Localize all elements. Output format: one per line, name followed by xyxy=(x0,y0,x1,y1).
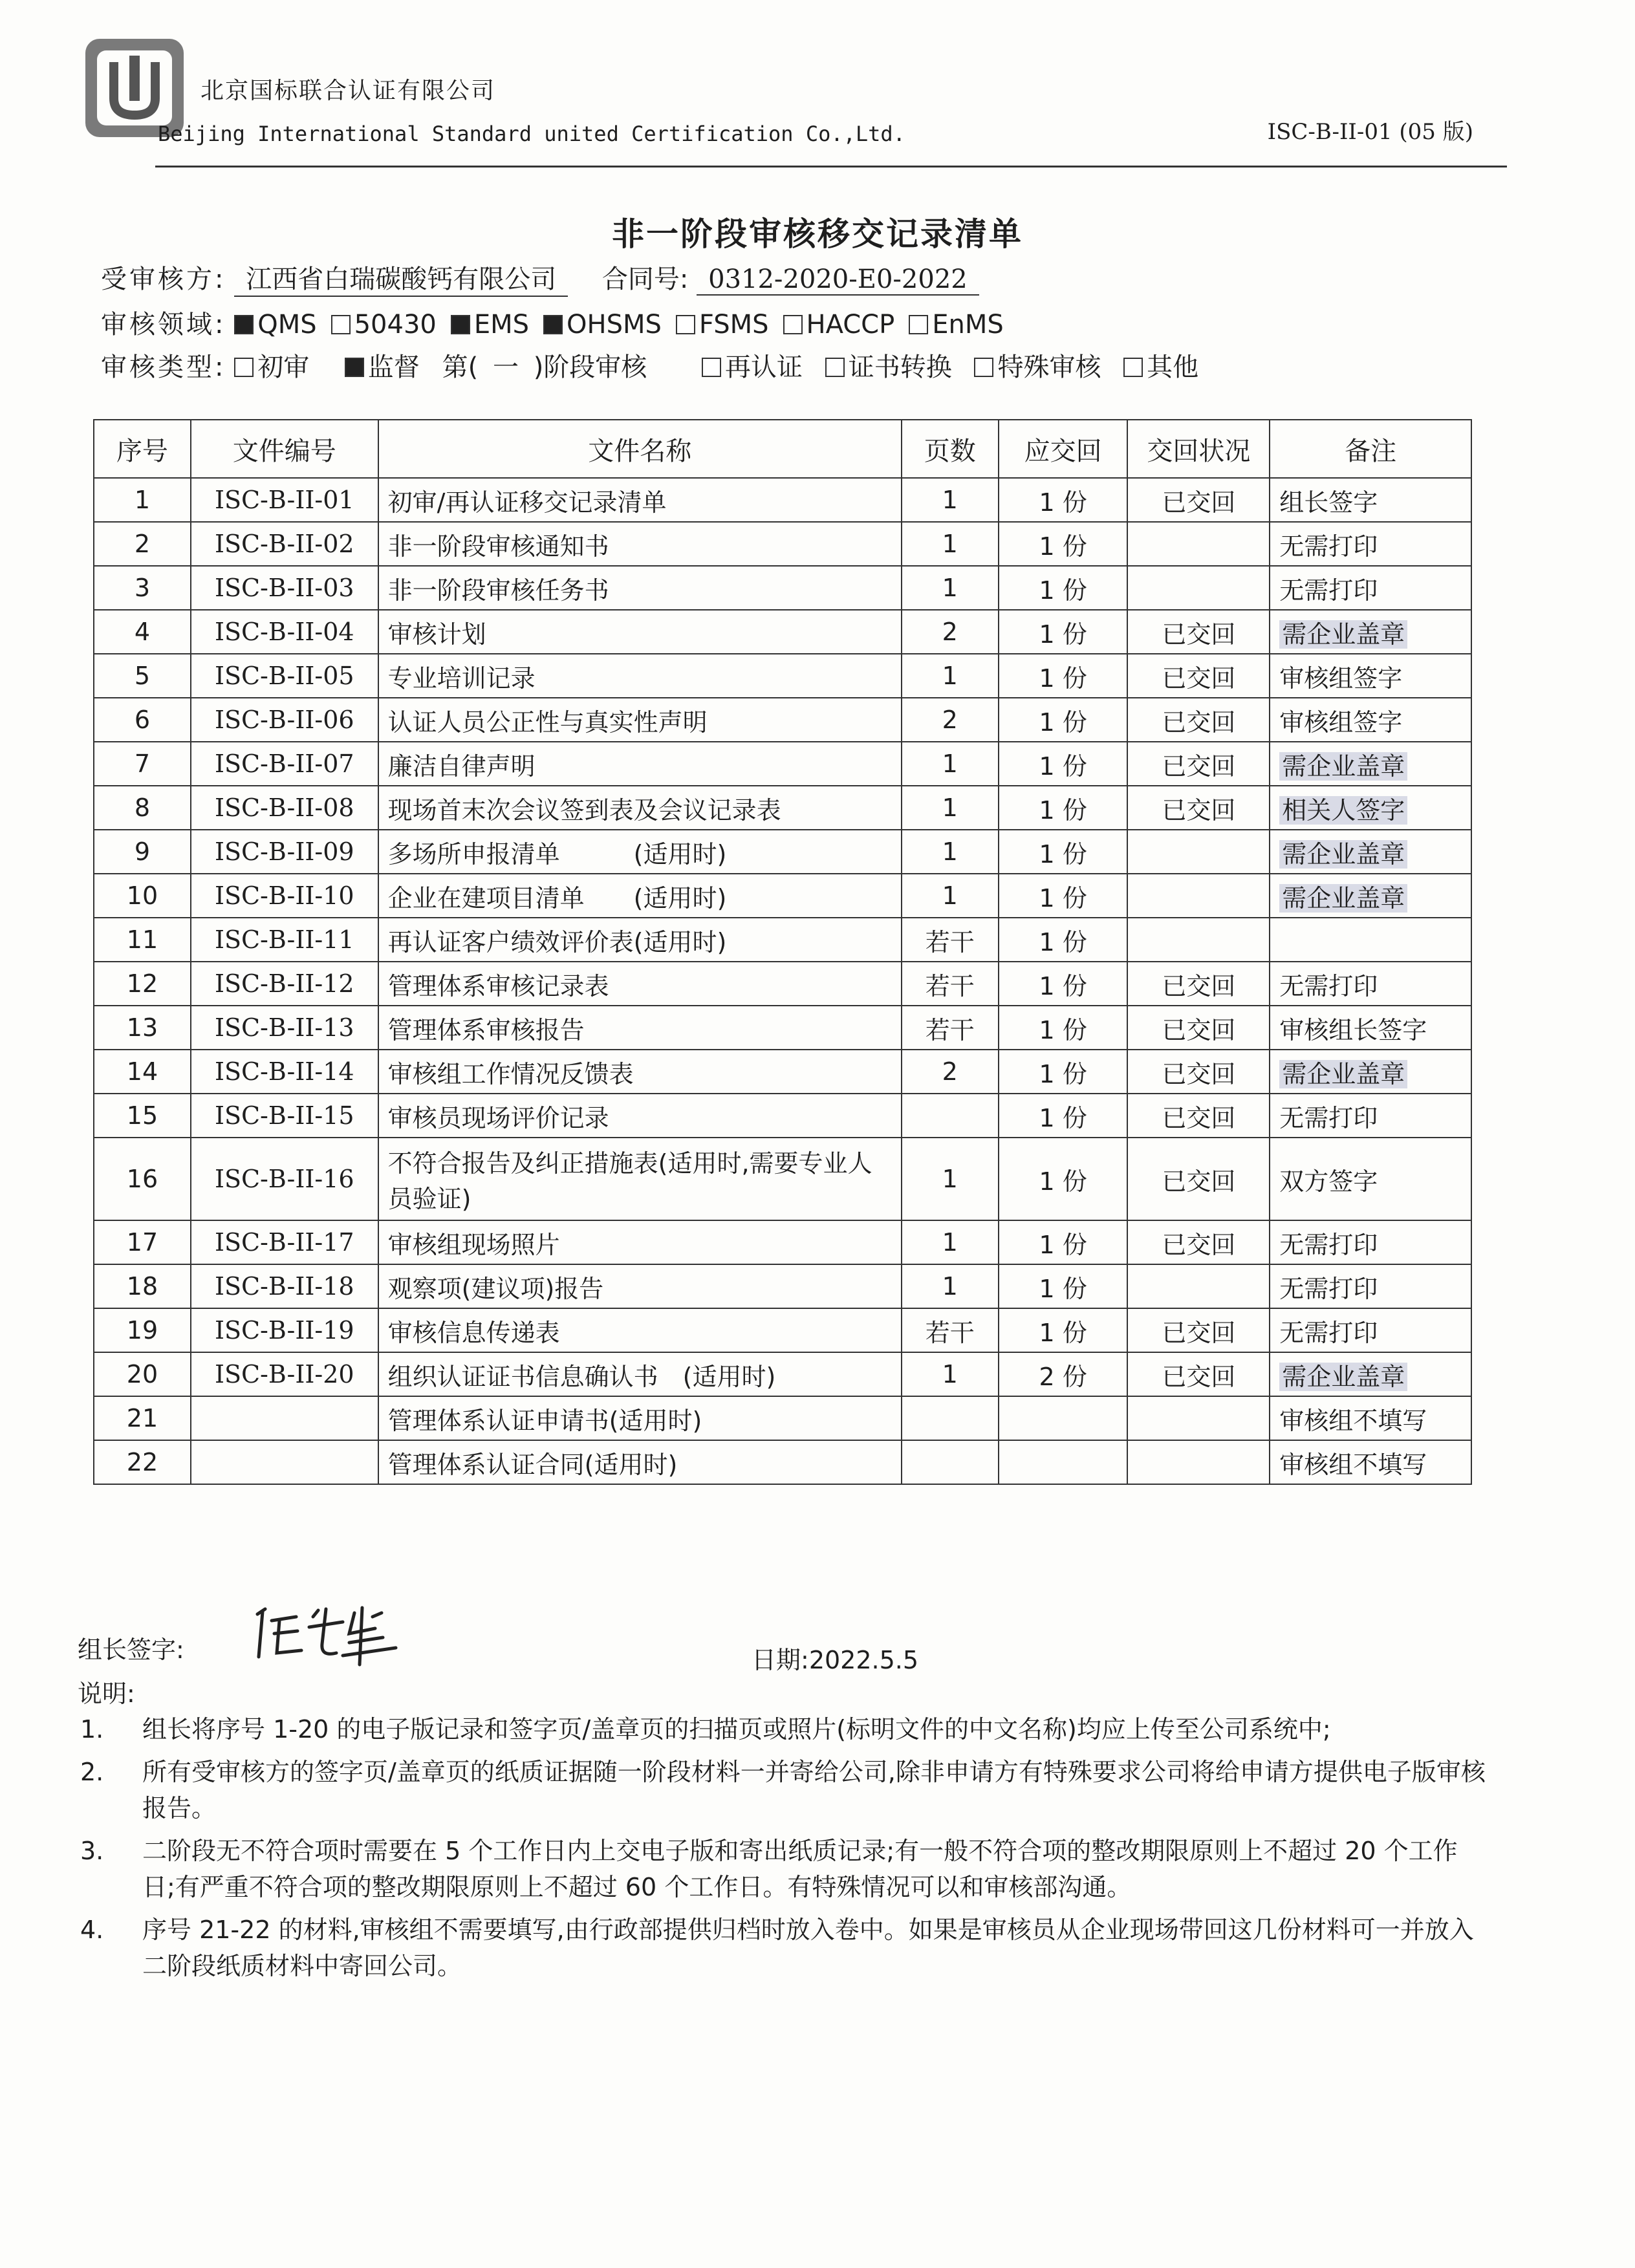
row-status: 已交回 xyxy=(1127,1006,1270,1050)
header-no: 序号 xyxy=(94,420,191,478)
note-text: 二阶段无不符合项时需要在 5 个工作日内上交电子版和寄出纸质记录;有一般不符合项的整改期限原则上不超过 20 个工作日;有严重不符合项的整改期限原则上不超过 60 个工作日。有特殊情况可以和审核部沟通。 xyxy=(142,1837,1458,1901)
checkbox-icon xyxy=(974,358,993,377)
leader-signature-label: 组长签字: xyxy=(78,1636,184,1664)
auditee-line xyxy=(101,259,979,297)
row-status: 已交回 xyxy=(1127,1094,1270,1138)
row-file-name: 初审/再认证移交记录清单 xyxy=(378,478,902,522)
row-file-name: 审核计划 xyxy=(378,610,902,654)
row-due: 1 份 xyxy=(999,654,1128,698)
row-number: 9 xyxy=(94,830,191,874)
type-other-option xyxy=(1123,352,1198,382)
note-text: 所有受审核方的签字页/盖章页的纸质证据随一阶段材料一并寄给公司,除非申请方有特殊要求公司将给申请方提供电子版审核报告。 xyxy=(142,1758,1486,1822)
row-number: 19 xyxy=(94,1308,191,1352)
row-status: 已交回 xyxy=(1127,478,1270,522)
row-file-code: ISC-B-II-05 xyxy=(191,654,378,698)
audit-type-line xyxy=(101,347,1213,383)
row-number: 13 xyxy=(94,1006,191,1050)
type-recert-option xyxy=(702,352,803,382)
row-due: 1 份 xyxy=(999,1264,1128,1308)
row-file-name: 再认证客户绩效评价表(适用时) xyxy=(378,918,902,962)
row-remark: 需企业盖章 xyxy=(1279,1060,1407,1088)
row-pages: 1 xyxy=(902,478,999,522)
domain-option-text: HACCP xyxy=(806,310,895,340)
type-initial-text: 初审 xyxy=(257,352,310,382)
type-special-option xyxy=(974,352,1101,382)
row-file-name: 非一阶段审核通知书 xyxy=(378,522,902,566)
row-file-name: 非一阶段审核任务书 xyxy=(378,566,902,610)
row-number: 6 xyxy=(94,698,191,742)
table-body xyxy=(94,478,1471,1484)
row-file-name: 企业在建项目清单 (适用时) xyxy=(378,874,902,918)
row-number: 20 xyxy=(94,1352,191,1396)
row-file-code xyxy=(191,1396,378,1440)
row-remark: 审核组签字 xyxy=(1270,698,1471,742)
row-file-name: 管理体系审核记录表 xyxy=(378,962,902,1006)
row-number: 2 xyxy=(94,522,191,566)
row-remark: 审核组签字 xyxy=(1270,654,1471,698)
row-file-name: 审核员现场评价记录 xyxy=(378,1094,902,1138)
row-remark: 无需打印 xyxy=(1270,522,1471,566)
row-remark: 双方签字 xyxy=(1270,1138,1471,1220)
domain-option-text: 50430 xyxy=(354,310,437,340)
row-file-code: ISC-B-II-16 xyxy=(191,1138,378,1220)
row-number: 10 xyxy=(94,874,191,918)
row-due: 1 份 xyxy=(999,830,1128,874)
checkbox-checked-icon xyxy=(451,315,470,334)
domain-option-text: QMS xyxy=(257,310,317,340)
table-row xyxy=(94,566,1471,610)
note-item xyxy=(71,1833,1488,1905)
row-due: 1 份 xyxy=(999,962,1128,1006)
row-pages: 1 xyxy=(902,654,999,698)
row-pages: 1 xyxy=(902,742,999,786)
type-transfer-text: 证书转换 xyxy=(848,352,952,382)
notes-label: 说明: xyxy=(78,1679,135,1708)
row-remark: 需企业盖章 xyxy=(1279,752,1407,781)
row-remark-cell xyxy=(1270,742,1471,786)
checkbox-icon xyxy=(234,358,254,377)
row-pages: 1 xyxy=(902,1264,999,1308)
row-remark: 审核组长签字 xyxy=(1270,1006,1471,1050)
row-due: 1 份 xyxy=(999,1050,1128,1094)
domain-option-fsms xyxy=(676,310,769,340)
table-row xyxy=(94,1308,1471,1352)
row-file-name: 管理体系认证申请书(适用时) xyxy=(378,1396,902,1440)
header-name: 文件名称 xyxy=(378,420,902,478)
note-text: 序号 21-22 的材料,审核组不需要填写,由行政部提供归档时放入卷中。如果是审核员从企业现场带回这几份材料可一并放入二阶段纸质材料中寄回公司。 xyxy=(142,1916,1474,1980)
row-file-code: ISC-B-II-10 xyxy=(191,874,378,918)
row-due: 1 份 xyxy=(999,918,1128,962)
row-status: 已交回 xyxy=(1127,962,1270,1006)
row-pages: 若干 xyxy=(902,918,999,962)
row-number: 1 xyxy=(94,478,191,522)
note-number: 3. xyxy=(80,1837,104,1865)
row-file-code: ISC-B-II-11 xyxy=(191,918,378,962)
checkbox-icon xyxy=(909,315,928,334)
row-remark-cell xyxy=(1270,830,1471,874)
row-pages: 2 xyxy=(902,610,999,654)
row-number: 18 xyxy=(94,1264,191,1308)
row-remark: 相关人签字 xyxy=(1279,796,1407,825)
row-remark-cell xyxy=(1270,1050,1471,1094)
row-status: 已交回 xyxy=(1127,1352,1270,1396)
note-number: 4. xyxy=(80,1916,104,1944)
table-row xyxy=(94,962,1471,1006)
row-number: 4 xyxy=(94,610,191,654)
row-due: 1 份 xyxy=(999,1094,1128,1138)
row-remark: 需企业盖章 xyxy=(1279,840,1407,869)
row-status xyxy=(1127,918,1270,962)
type-other-text: 其他 xyxy=(1147,352,1199,382)
auditee-value: 江西省白瑞碳酸钙有限公司 xyxy=(234,259,568,297)
row-status: 已交回 xyxy=(1127,610,1270,654)
checkbox-icon xyxy=(825,358,845,377)
checkbox-icon xyxy=(783,315,803,334)
header-divider xyxy=(155,166,1507,167)
handwritten-signature xyxy=(246,1597,414,1669)
row-remark: 需企业盖章 xyxy=(1279,884,1407,913)
row-file-code: ISC-B-II-02 xyxy=(191,522,378,566)
row-status xyxy=(1127,874,1270,918)
contract-label: 合同号: xyxy=(601,265,689,294)
row-pages: 1 xyxy=(902,786,999,830)
row-remark-cell xyxy=(1270,1352,1471,1396)
domain-option-text: EMS xyxy=(473,310,530,340)
row-number: 16 xyxy=(94,1138,191,1220)
domain-option-haccp xyxy=(783,310,895,340)
row-remark: 需企业盖章 xyxy=(1279,620,1407,649)
date-label: 日期: xyxy=(752,1646,809,1674)
row-number: 11 xyxy=(94,918,191,962)
row-status: 已交回 xyxy=(1127,1220,1270,1264)
row-file-code: ISC-B-II-17 xyxy=(191,1220,378,1264)
row-remark: 无需打印 xyxy=(1270,1308,1471,1352)
row-remark-cell xyxy=(1270,874,1471,918)
table-row xyxy=(94,654,1471,698)
row-number: 21 xyxy=(94,1396,191,1440)
row-status: 已交回 xyxy=(1127,1138,1270,1220)
type-special-text: 特殊审核 xyxy=(997,352,1101,382)
row-due: 1 份 xyxy=(999,522,1128,566)
row-pages: 1 xyxy=(902,874,999,918)
row-file-name: 管理体系审核报告 xyxy=(378,1006,902,1050)
row-number: 14 xyxy=(94,1050,191,1094)
row-pages: 若干 xyxy=(902,1006,999,1050)
row-file-code xyxy=(191,1440,378,1484)
row-file-code: ISC-B-II-01 xyxy=(191,478,378,522)
row-remark: 无需打印 xyxy=(1270,1220,1471,1264)
row-remark: 审核组不填写 xyxy=(1270,1440,1471,1484)
row-status xyxy=(1127,1264,1270,1308)
row-status: 已交回 xyxy=(1127,698,1270,742)
header-due: 应交回 xyxy=(999,420,1128,478)
row-file-code: ISC-B-II-06 xyxy=(191,698,378,742)
row-status xyxy=(1127,566,1270,610)
checkbox-icon xyxy=(676,315,695,334)
row-file-code: ISC-B-II-08 xyxy=(191,786,378,830)
row-remark: 需企业盖章 xyxy=(1279,1363,1407,1391)
row-status: 已交回 xyxy=(1127,786,1270,830)
domain-option-ems xyxy=(451,310,529,340)
row-pages: 若干 xyxy=(902,962,999,1006)
row-pages: 2 xyxy=(902,698,999,742)
domain-option-text: EnMS xyxy=(932,310,1004,340)
table-row xyxy=(94,1050,1471,1094)
row-file-name: 组织认证证书信息确认书 (适用时) xyxy=(378,1352,902,1396)
row-file-code: ISC-B-II-03 xyxy=(191,566,378,610)
type-initial-option xyxy=(234,352,309,382)
header-remark: 备注 xyxy=(1270,420,1471,478)
note-item xyxy=(71,1912,1488,1984)
row-remark-cell xyxy=(1270,610,1471,654)
row-status xyxy=(1127,1440,1270,1484)
row-file-name: 观察项(建议项)报告 xyxy=(378,1264,902,1308)
row-remark: 无需打印 xyxy=(1270,1094,1471,1138)
note-item xyxy=(71,1711,1488,1747)
row-due: 1 份 xyxy=(999,1308,1128,1352)
stage-prefix: 第( xyxy=(442,352,479,382)
audit-domain-line xyxy=(101,304,1018,341)
checkbox-checked-icon xyxy=(234,315,254,334)
row-number: 7 xyxy=(94,742,191,786)
row-pages: 2 xyxy=(902,1050,999,1094)
handover-table xyxy=(93,419,1472,1485)
row-due: 1 份 xyxy=(999,1220,1128,1264)
row-file-code: ISC-B-II-20 xyxy=(191,1352,378,1396)
row-due: 1 份 xyxy=(999,566,1128,610)
row-due: 1 份 xyxy=(999,610,1128,654)
table-row xyxy=(94,786,1471,830)
domain-option-text: FSMS xyxy=(698,310,769,340)
table-row xyxy=(94,1094,1471,1138)
type-transfer-option xyxy=(825,352,952,382)
table-row xyxy=(94,918,1471,962)
table-row xyxy=(94,1352,1471,1396)
row-pages xyxy=(902,1094,999,1138)
checkbox-checked-icon xyxy=(345,358,364,377)
row-due xyxy=(999,1396,1128,1440)
type-surveillance-text: 监督 xyxy=(367,352,420,382)
row-number: 17 xyxy=(94,1220,191,1264)
checkbox-icon xyxy=(331,315,351,334)
row-pages: 1 xyxy=(902,1352,999,1396)
table-row xyxy=(94,478,1471,522)
row-file-name: 现场首末次会议签到表及会议记录表 xyxy=(378,786,902,830)
row-file-code: ISC-B-II-07 xyxy=(191,742,378,786)
row-due: 1 份 xyxy=(999,478,1128,522)
note-number: 2. xyxy=(80,1758,104,1786)
domain-options xyxy=(234,310,1018,340)
contract-value: 0312-2020-E0-2022 xyxy=(697,265,979,296)
domain-option-enms xyxy=(909,310,1004,340)
row-status xyxy=(1127,830,1270,874)
row-file-name: 多场所申报清单 (适用时) xyxy=(378,830,902,874)
table-row xyxy=(94,1264,1471,1308)
row-file-name: 审核组工作情况反馈表 xyxy=(378,1050,902,1094)
row-file-name: 管理体系认证合同(适用时) xyxy=(378,1440,902,1484)
row-status: 已交回 xyxy=(1127,654,1270,698)
company-name-en: Beijing International Standard united Certification Co.,Ltd. xyxy=(158,122,905,146)
row-number: 3 xyxy=(94,566,191,610)
type-label: 审核类型: xyxy=(101,352,226,382)
date-line xyxy=(752,1640,918,1676)
row-status: 已交回 xyxy=(1127,1308,1270,1352)
row-file-name: 专业培训记录 xyxy=(378,654,902,698)
row-due: 1 份 xyxy=(999,1138,1128,1220)
row-number: 22 xyxy=(94,1440,191,1484)
row-due: 1 份 xyxy=(999,786,1128,830)
domain-label: 审核领域: xyxy=(101,310,226,340)
row-file-code: ISC-B-II-13 xyxy=(191,1006,378,1050)
checkbox-checked-icon xyxy=(543,315,563,334)
row-pages: 1 xyxy=(902,566,999,610)
row-remark: 组长签字 xyxy=(1270,478,1471,522)
row-pages: 1 xyxy=(902,522,999,566)
type-recert-text: 再认证 xyxy=(725,352,803,382)
row-number: 5 xyxy=(94,654,191,698)
row-status xyxy=(1127,1396,1270,1440)
header-status: 交回状况 xyxy=(1127,420,1270,478)
row-remark: 无需打印 xyxy=(1270,962,1471,1006)
row-pages xyxy=(902,1396,999,1440)
row-pages: 1 xyxy=(902,1138,999,1220)
table-row xyxy=(94,742,1471,786)
row-file-code: ISC-B-II-15 xyxy=(191,1094,378,1138)
type-surveillance-option xyxy=(345,352,420,382)
note-text: 组长将序号 1-20 的电子版记录和签字页/盖章页的扫描页或照片(标明文件的中文名称)均应上传至公司系统中; xyxy=(142,1715,1331,1744)
row-remark: 审核组不填写 xyxy=(1270,1396,1471,1440)
table-row xyxy=(94,1440,1471,1484)
row-file-name: 认证人员公正性与真实性声明 xyxy=(378,698,902,742)
row-file-name: 不符合报告及纠正措施表(适用时,需要专业人员验证) xyxy=(378,1138,902,1220)
row-due: 1 份 xyxy=(999,1006,1128,1050)
row-number: 15 xyxy=(94,1094,191,1138)
row-due: 1 份 xyxy=(999,742,1128,786)
row-remark-cell xyxy=(1270,786,1471,830)
row-due: 1 份 xyxy=(999,698,1128,742)
table-row xyxy=(94,698,1471,742)
row-status: 已交回 xyxy=(1127,1050,1270,1094)
row-pages: 若干 xyxy=(902,1308,999,1352)
table-row xyxy=(94,1396,1471,1440)
row-due xyxy=(999,1440,1128,1484)
row-file-name: 审核信息传递表 xyxy=(378,1308,902,1352)
row-file-code: ISC-B-II-09 xyxy=(191,830,378,874)
stage-suffix: )阶段审核 xyxy=(533,352,647,382)
domain-option-50430 xyxy=(331,310,437,340)
table-row xyxy=(94,1138,1471,1220)
table-row xyxy=(94,1220,1471,1264)
row-file-name: 廉洁自律声明 xyxy=(378,742,902,786)
row-pages xyxy=(902,1440,999,1484)
header-code: 文件编号 xyxy=(191,420,378,478)
form-code: ISC-B-II-01 (05 版) xyxy=(1267,119,1473,145)
document-title: 非一阶段审核移交记录清单 xyxy=(612,215,1023,253)
stage-number: 一 xyxy=(492,352,519,382)
note-number: 1. xyxy=(80,1715,104,1744)
table-row xyxy=(94,522,1471,566)
row-due: 1 份 xyxy=(999,874,1128,918)
note-item xyxy=(71,1754,1488,1826)
header-pages: 页数 xyxy=(902,420,999,478)
row-remark: 无需打印 xyxy=(1270,566,1471,610)
notes-list xyxy=(71,1711,1488,1991)
row-status: 已交回 xyxy=(1127,742,1270,786)
row-file-code: ISC-B-II-18 xyxy=(191,1264,378,1308)
row-file-code: ISC-B-II-19 xyxy=(191,1308,378,1352)
row-number: 12 xyxy=(94,962,191,1006)
table-row xyxy=(94,610,1471,654)
row-remark xyxy=(1270,918,1471,962)
row-file-code: ISC-B-II-14 xyxy=(191,1050,378,1094)
auditee-label: 受审核方: xyxy=(101,265,226,294)
row-file-code: ISC-B-II-12 xyxy=(191,962,378,1006)
row-number: 8 xyxy=(94,786,191,830)
domain-option-ohsms xyxy=(543,310,662,340)
row-file-code: ISC-B-II-04 xyxy=(191,610,378,654)
domain-option-qms xyxy=(234,310,316,340)
table-header-row xyxy=(94,420,1471,478)
table-row xyxy=(94,830,1471,874)
row-pages: 1 xyxy=(902,830,999,874)
row-file-name: 审核组现场照片 xyxy=(378,1220,902,1264)
company-name-cn: 北京国标联合认证有限公司 xyxy=(200,78,496,104)
row-remark: 无需打印 xyxy=(1270,1264,1471,1308)
checkbox-icon xyxy=(1123,358,1143,377)
checkbox-icon xyxy=(702,358,721,377)
row-pages: 1 xyxy=(902,1220,999,1264)
table-row xyxy=(94,874,1471,918)
date-value: 2022.5.5 xyxy=(808,1646,919,1674)
table-row xyxy=(94,1006,1471,1050)
domain-option-text: OHSMS xyxy=(567,310,662,340)
row-status xyxy=(1127,522,1270,566)
row-due: 2 份 xyxy=(999,1352,1128,1396)
